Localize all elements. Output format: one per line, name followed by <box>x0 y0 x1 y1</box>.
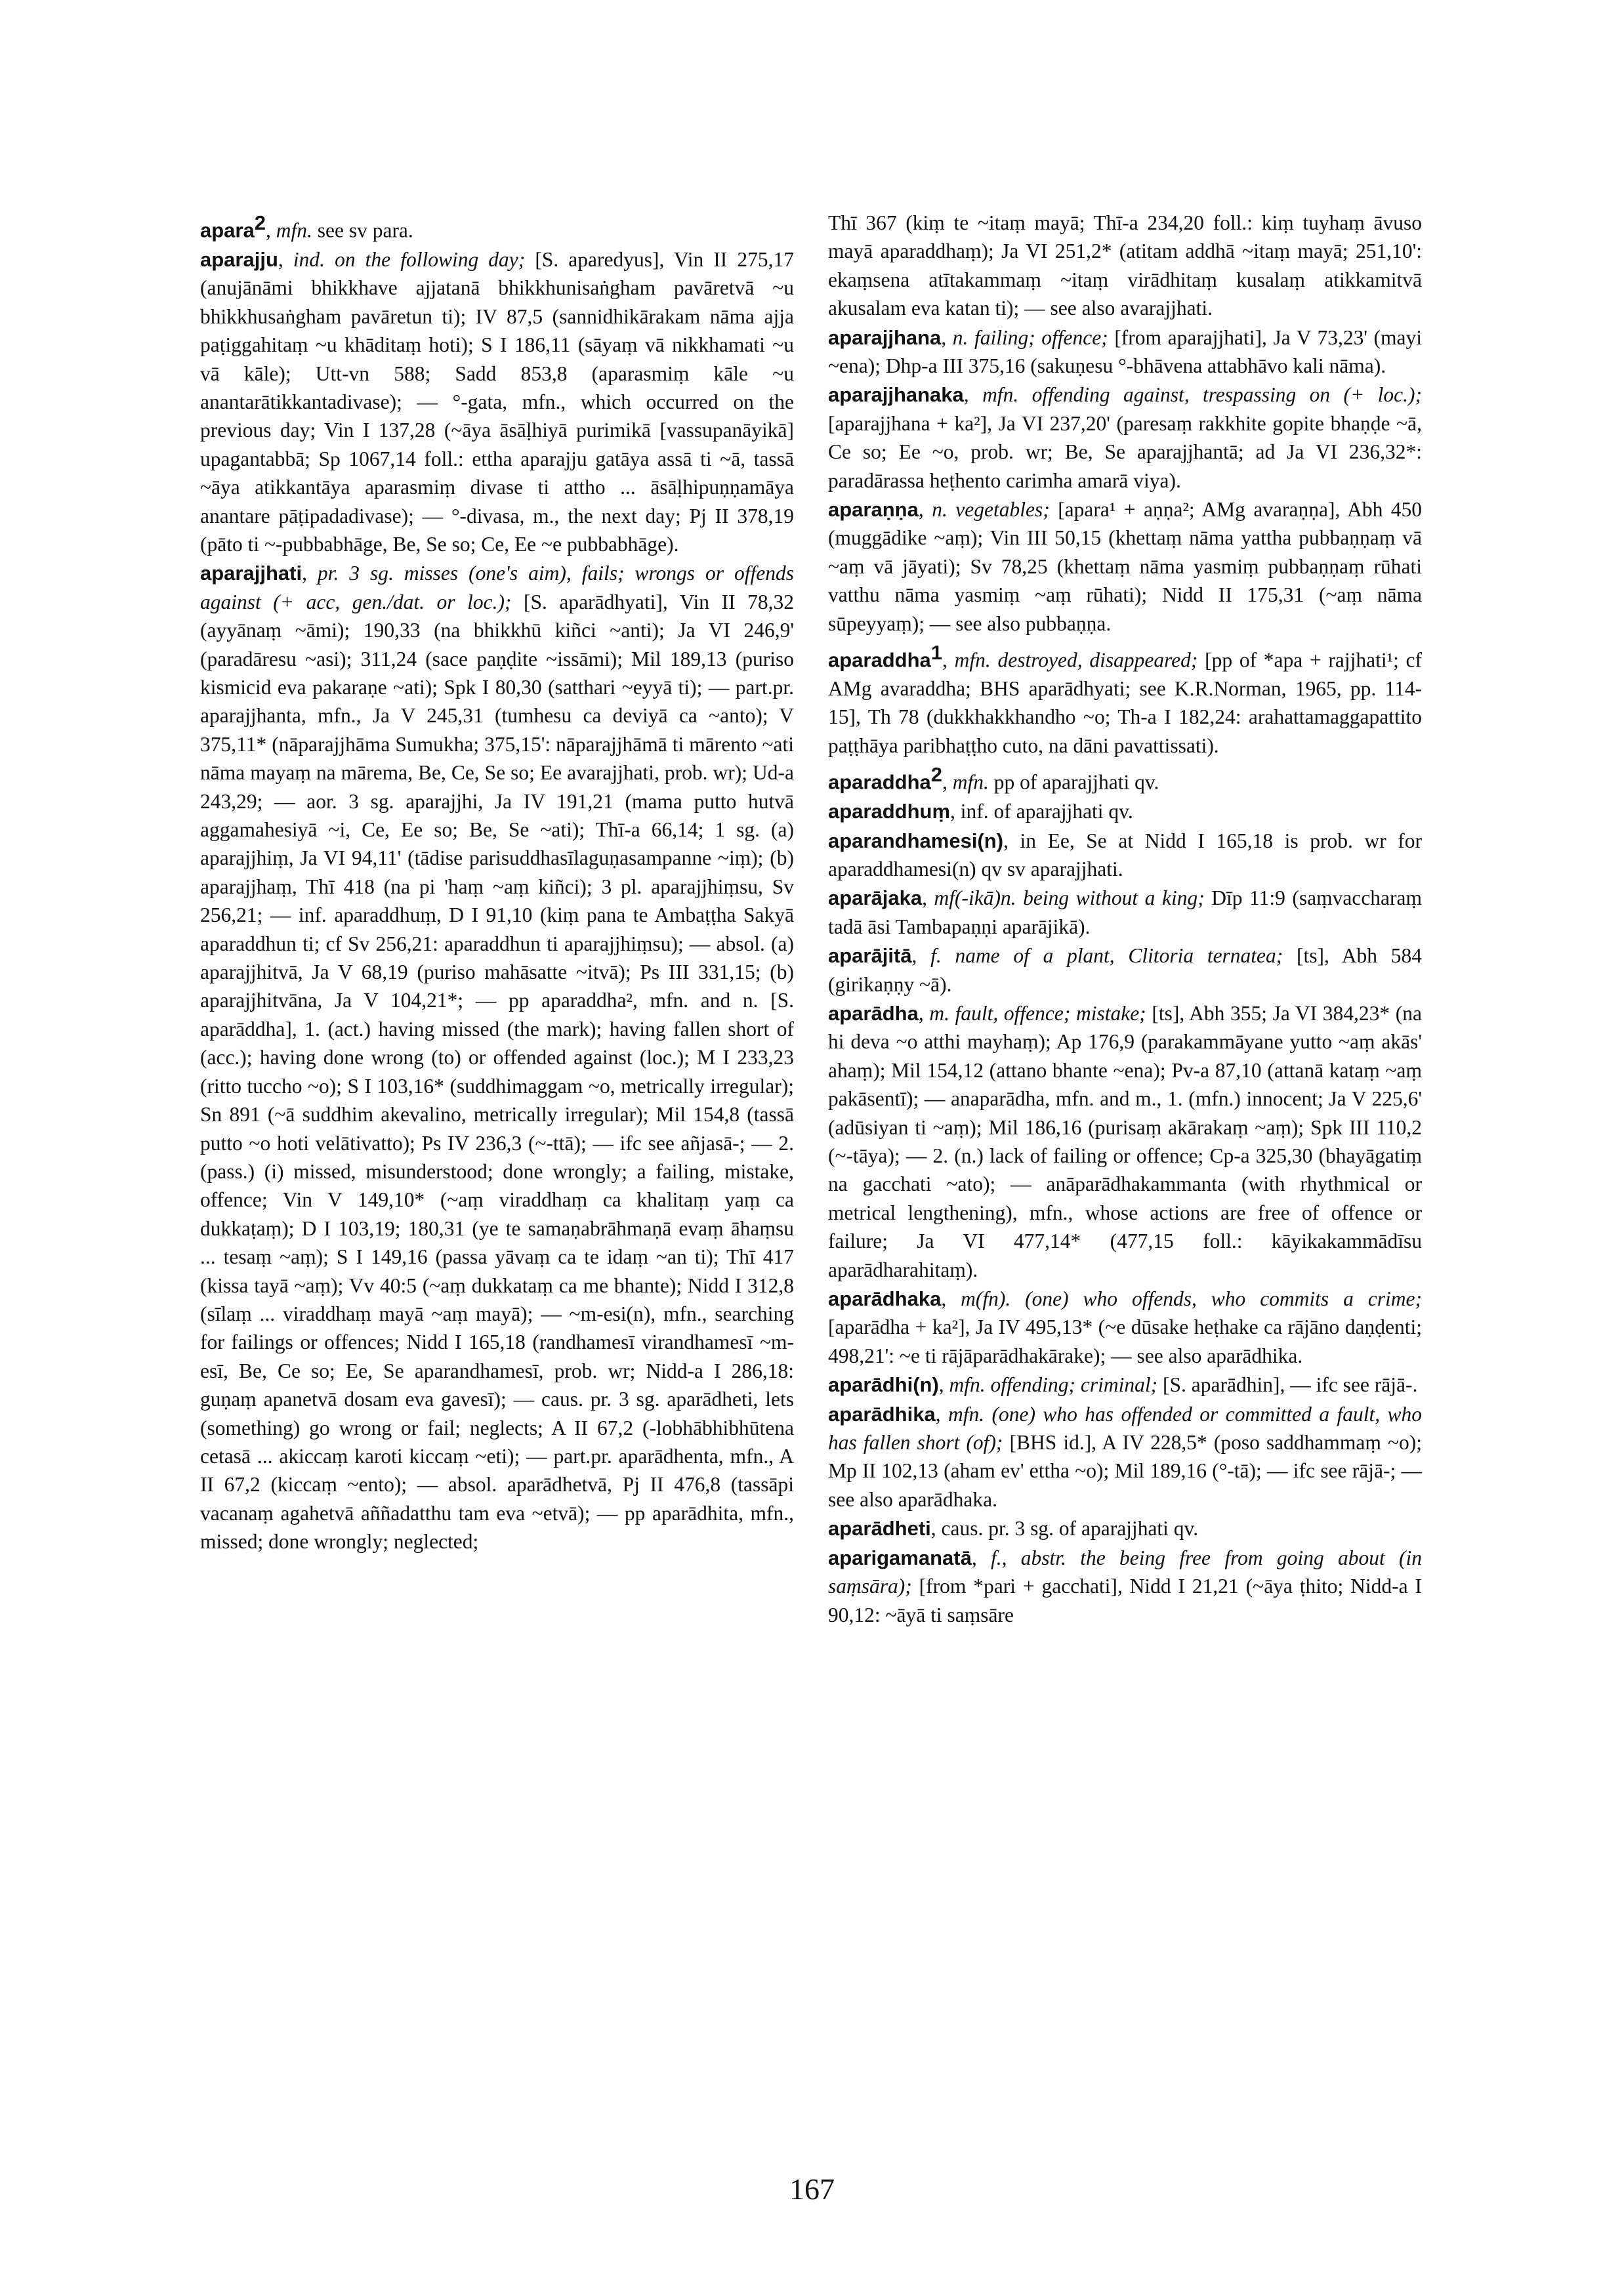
entry-definition: being without a king; <box>1023 886 1205 910</box>
entry-body: Dīp 11:9 (saṃvaccharaṃ tadā āsi Tambapaṇṇi aparājikā). <box>828 886 1423 938</box>
entry-definition: offending against, trespassing on (+ loc.); <box>1031 383 1423 407</box>
entry-body: [ts], Abh 355; Ja VI 384,23* (na hi deva ~o atthi mayhaṃ); Ap 176,9 (parakammāyane yutto ~aṃ akās' ahaṃ); Mil 154,12 (attano bhante ~ena); Pv-a 87,10 (attanā kataṃ ~aṃ pakāsentī); — anaparādha, mfn. and m., 1. (mfn.) innocent; Ja V 225,6' (adūsiyan ti ~aṃ); Mil 186,16 (purisaṃ akārakaṃ ~aṃ); Spk III 110,2 (~-tāya); — 2. (n.) lack of failing or offence; Cp-a 325,30 (bhayāgatiṃ na gacchati ~ato); — anāparādhakammanta (with rhythmical or metrical lengthening), mfn., whose actions are free of offence or failure; Ja VI 477,14* (477,15 foll.: kāyikakammādīsu aparādharahitaṃ). <box>828 1001 1423 1281</box>
entry-definition: fault, offence; mistake; <box>955 1001 1146 1025</box>
entry-headword: aparādha <box>828 1001 919 1025</box>
page-number: 167 <box>789 2172 835 2206</box>
entry-body: inf. of aparajjhati qv. <box>960 800 1133 823</box>
dictionary-entry: aparandhamesi(n), in Ee, Se at Nidd I 165,18 is prob. wr for aparaddhamesi(n) qv sv aparajjhati. <box>828 829 1423 880</box>
entry-body: in Ee, Se at Nidd I 165,18 is prob. wr for aparaddhamesi(n) qv sv aparajjhati. <box>828 829 1423 880</box>
dictionary-entry: aparajjhana, n. failing; offence; [from aparajjhati], Ja V 73,23' (mayi ~ena); Dhp-a III 375,16 (sakuṇesu °-bhāvena attabhāvo kali nāma). <box>828 325 1423 378</box>
dictionary-entry: aparajju, ind. on the following day; [S. aparedyus], Vin II 275,17 (anujānāmi bhikkhave ajjatanā bhikkhunisaṅgham pavāretvā ~u bhikkhusaṅgham pavāretun ti); IV 87,5 (sannidhikārakam nāma ajja paṭiggahitaṃ ~u khāditaṃ hoti); S I 186,11 (sāyaṃ vā nikkhamati ~u vā kāle); Utt-vn 588; Sadd 853,8 (aparasmiṃ kāle ~u anantarātikkantadivase); — °-gata, mfn., which occurred on the previous day; Vin I 137,28 (~āya āsāḷhiyā purimikā [vassupanāyikā] upagantabbā; Sp 1067,14 foll.: ettha aparajju gatāya assā ti ~ā, tassā ~āya atikkantāya aparasmiṃ divase ti attho ... āsāḷhipuṇṇamāya anantare pāṭipadadivase); — °-divasa, m., the next day; Pj II 378,19 (pāto ti ~-pubbabhāge, Be, Se so; Ce, Ee ~e pubbabhāge). <box>200 247 794 556</box>
entry-body: [apara¹ + aṇṇa²; AMg avaraṇṇa], Abh 450 (muggādike ~aṃ); Vin III 50,15 (khettaṃ nāma yattha pubbaṇṇaṃ vā ~aṃ vā jāyati); Sv 78,25 (khettaṃ nāma yasmiṃ pubbaṇṇaṃ rūhati vatthu nāma yasmiṃ ~aṃ rūhati); Nidd II 175,31 (~aṃ nāma sūpeyyaṃ); — see also pubbaṇṇa. <box>828 498 1423 635</box>
entry-body: [ts], Abh 584 (girikaṇṇy ~ā). <box>828 944 1423 996</box>
dictionary-entry: aparājitā, f. name of a plant, Clitoria ternatea; [ts], Abh 584 (girikaṇṇy ~ā). <box>828 944 1423 996</box>
entry-headword: aparājitā <box>828 944 912 968</box>
entry-headword: aparaṇṇa <box>828 498 919 522</box>
dictionary-entry: aparādha, m. fault, offence; mistake; [ts], Abh 355; Ja VI 384,23* (na hi deva ~o atthi mayhaṃ); Ap 176,9 (parakammāyane yutto ~aṃ akās' ahaṃ); Mil 154,12 (attano bhante ~ena); Pv-a 87,10 (attanā kataṃ ~aṃ pakāsentī); — anaparādha, mfn. and m., 1. (mfn.) innocent; Ja V 225,6' (adūsiyan ti ~aṃ); Mil 186,16 (purisaṃ akārakaṃ ~aṃ); Spk III 110,2 (~-tāya); — 2. (n.) lack of failing or offence; Cp-a 325,30 (bhayāgatiṃ na gacchati ~ato); — anāparādhakammanta (with rhythmical or metrical lengthening), mfn., whose actions are free of offence or failure; Ja VI 477,14* (477,15 foll.: kāyikakammādīsu aparādharahitaṃ). <box>828 1001 1423 1281</box>
dictionary-entry: aparajjhanaka, mfn. offending against, trespassing on (+ loc.); [aparajjhana + ka²], Ja VI 237,20' (paresaṃ rakkhite gopite bhaṇḍe ~ā, Ce so; Ee ~o, prob. wr; Be, Se aparajjhantā; ad Ja VI 236,32*: paradārassa heṭhento carimha amarā viya). <box>828 383 1423 492</box>
entry-definition: on the following day; <box>335 247 526 271</box>
right-column <box>828 209 1422 1629</box>
dictionary-entry: aparājaka, mf(-ikā)n. being without a king; Dīp 11:9 (saṃvaccharaṃ tadā āsi Tambapaṇṇi aparājikā). <box>828 886 1423 938</box>
entry-body: [S. aparedyus], Vin II 275,17 (anujānāmi bhikkhave ajjatanā bhikkhunisaṅgham pavāretvā ~u bhikkhusaṅgham pavāretun ti); IV 87,5 (sannidhikārakam nāma ajja paṭiggahitaṃ ~u khāditaṃ hoti); S I 186,11 (sāyaṃ vā nikkhamati ~u vā kāle); Utt-vn 588; Sadd 853,8 (aparasmiṃ kāle ~u anantarātikkantadivase); — °-gata, mfn., which occurred on the previous day; Vin I 137,28 (~āya āsāḷhiyā purimikā [vassupanāyikā] upagantabbā; Sp 1067,14 foll.: ettha aparajju gatāya assā ti ~ā, tassā ~āya atikkantāya aparasmiṃ divase ti attho ... āsāḷhipuṇṇamāya anantare pāṭipadadivase); — °-divasa, m., the next day; Pj II 378,19 (pāto ti ~-pubbabhāge, Be, Se so; Ce, Ee ~e pubbabhāge). <box>200 247 794 556</box>
left-column <box>200 209 794 1556</box>
dictionary-entry: aparādhaka, m(fn). (one) who offends, who commits a crime; [aparādha + ka²], Ja IV 495,13* (~e dūsake heṭhake ca rājāno daṇḍenti; 498,21': ~e ti rājāparādhakārake); — see also aparādhika. <box>828 1287 1422 1367</box>
dictionary-entry: aparaddha$^1$, mfn. destroyed, disappeared; [pp of *apa + rajjhati¹; cf AMg avaraddha; BHS aparādhyati; see K.R.Norman, 1965, pp. 114-15], Th 78 (dukkhakkhandho ~o; Th-a I 182,24: arahattamaggapattito paṭṭhāya paribhaṭṭho cuto, na dāni pavattissati). <box>828 641 1423 757</box>
entry-body: Thī 367 (kiṃ te ~itaṃ mayā; Thī-a 234,20 foll.: kiṃ tuyhaṃ āvuso mayā aparaddhaṃ); Ja VI 251,2* (atitam addhā ~itaṃ mayā; 251,10': ekaṃsena atītakammaṃ ~itaṃ virādhitaṃ kusalaṃ atikkamitvā akusalam eva katan ti); — see also avarajjhati. <box>828 211 1422 320</box>
part-of-speech: mf(-ikā)n. <box>934 886 1016 910</box>
part-of-speech: n. <box>932 498 947 522</box>
entry-definition: failing; offence; <box>974 325 1108 349</box>
dictionary-entry: aparaṇṇa, n. vegetables; [apara¹ + aṇṇa²; AMg avaraṇṇa], Abh 450 (muggādike ~aṃ); Vin III 50,15 (khettaṃ nāma yattha pubbaṇṇaṃ vā ~aṃ vā jāyati); Sv 78,25 (khettaṃ nāma yasmiṃ pubbaṇṇaṃ rūhati vatthu nāma yasmiṃ ~aṃ rūhati); Nidd II 175,31 (~aṃ nāma sūpeyyaṃ); — see also pubbaṇṇa. <box>828 498 1423 635</box>
dictionary-entry: aparādheti, caus. pr. 3 sg. of aparajjhati qv. <box>828 1517 1199 1540</box>
dictionary-entry: aparigamanatā, f., abstr. the being free from going about (in saṃsāra); [from *pari + gacchati], Nidd I 21,21 (~āya ṭhito; Nidd-a I 90,12: ~āyā ti saṃsāre <box>828 1546 1423 1626</box>
entry-body: [S. aparādhin], — ifc see rājā-. <box>1163 1373 1418 1397</box>
part-of-speech: mfn. <box>954 648 991 672</box>
headword-superscript: 2 <box>930 763 943 787</box>
dictionary-entry: aparaddhuṃ, inf. of aparajjhati qv. <box>828 800 1133 823</box>
part-of-speech: mfn. <box>982 383 1019 407</box>
entry-headword: aparādhi(n) <box>828 1373 939 1397</box>
part-of-speech: m. <box>929 1001 949 1025</box>
entry-body: [aparādha + ka²], Ja IV 495,13* (~e dūsake heṭhake ca rājāno daṇḍenti; 498,21': ~e ti rājāparādhakārake); — see also aparādhika. <box>828 1315 1422 1367</box>
entry-definition: (one) who has offended or committed a fault, who has fallen short (of); <box>828 1402 1423 1455</box>
part-of-speech: f., abstr. <box>990 1546 1066 1569</box>
entry-headword: aparaddhuṃ <box>828 800 951 823</box>
entry-headword: aparaddha <box>828 648 931 672</box>
headword-superscript: 1 <box>930 641 943 665</box>
dictionary-entry: aparajjhati, pr. 3 sg. misses (one's aim), fails; wrongs or offends against (+ acc, gen./dat. or loc.); [S. aparādhyati], Vin II 78,32 (ayyānaṃ ~āmi); 190,33 (na bhikkhū kiñci ~anti); Ja VI 246,9' (paradāresu ~asi); 311,24 (sace paṇḍite ~issāmi); Mil 189,13 (puriso kismicid eva pakaraṇe ~ati); Spk I 80,30 (satthari ~eyyā ti); — part.pr. aparajjhanta, mfn., Ja V 245,31 (tumhesu ca deviyā ca ~anto); V 375,11* (nāparajjhāma Sumukha; 375,15': nāparajjhāmā ti mārento ~ati nāma mayaṃ na mārema, Be, Ce, Se so; Ee avarajjhati, prob. wr); Ud-a 243,29; — aor. 3 sg. aparajjhi, Ja IV 191,21 (mama putto hutvā aggamahesiyā ~i, Ce, Ee so; Be, Se ~ati); Thī-a 66,14; 1 sg. (a) aparajjhiṃ, Ja VI 94,11' (tādise parisuddhasīlaguṇasampanne ~iṃ); (b) aparajjhaṃ, Thī 418 (na pi 'haṃ ~aṃ kiñci); 3 pl. aparajjhiṃsu, Sv 256,21; — inf. aparaddhuṃ, D I 91,10 (kiṃ pana te Ambaṭṭha Sakyā aparaddhun ti; cf Sv 256,21: aparaddhun ti aparajjhiṃsu); — absol. (a) aparajjhitvā, Ja V 68,19 (puriso mahāsatte ~itvā); Ps III 331,15; (b) aparajjhitvāna, Ja V 104,21*; — pp aparaddha², mfn. and n. [S. aparāddha], 1. (act.) having missed (the mark); having fallen short of (acc.); having done wrong (to) or offended against (loc.); M I 233,23 (ritto tuccho ~o); S I 103,16* (suddhimaggam ~o, metrically irregular); Sn 891 (~ā suddhim akevalino, metrically irregular); Mil 154,8 (tassā putto ~o hoti velātivatto); Ps IV 236,3 (~-ttā); — ifc see añjasā-; — 2. (pass.) (i) missed, misunderstood; done wrongly; a failing, mistake, offence; Vin V 149,10* (~aṃ viraddhaṃ ca khalitaṃ yaṃ ca dukkaṭaṃ); D I 103,19; 180,31 (ye te samaṇabrāhmaṇā evaṃ āhaṃsu ... tesaṃ ~aṃ); S I 149,16 (passa yāvaṃ ca te idaṃ ~an ti); Thī 417 (kissa tayā ~aṃ); Vv 40:5 (~aṃ dukkataṃ ca me bhante); Nidd I 312,8 (sīlaṃ ... viraddhaṃ mayā ~aṃ mayā); — ~m-esi(n), mfn., searching for failings or offences; Nidd I 165,18 (randhamesī virandhamesī ~m-esī, Be, Ce so; Ee, Se aparandhamesī, prob. wr; Nidd-a I 286,18: guṇaṃ apanetvā dosam eva gavesī); — caus. pr. 3 sg. aparādheti, lets (something) go wrong or fail; neglects; A II 67,2 (-lobhābhibhūtena cetasā ... akiccaṃ karoti kiccaṃ ~eti); — part.pr. aparādhenta, mfn., A II 67,2 (kiccaṃ ~ento); — absol. aparādhetvā, Pj II 476,8 (tassāpi vacanaṃ agahetvā aññadatthu tam eva ~etvā); — pp aparādhita, mfn., missed; done wrongly; neglected; <box>200 562 795 1554</box>
part-of-speech: f. <box>930 944 942 968</box>
part-of-speech: ind. <box>293 247 325 271</box>
entry-definition: vegetables; <box>955 498 1050 522</box>
dictionary-entry: aparādhi(n), mfn. offending; criminal; [S. aparādhin], — ifc see rājā-. <box>828 1373 1418 1397</box>
part-of-speech: mfn. <box>947 1402 985 1426</box>
entry-headword: aparajjhana <box>828 325 942 349</box>
entry-body: [from *pari + gacchati], Nidd I 21,21 (~āya ṭhito; Nidd-a I 90,12: ~āyā ti saṃsāre <box>828 1575 1423 1626</box>
part-of-speech: mfn. <box>276 218 312 242</box>
entry-body: [aparajjhana + ka²], Ja VI 237,20' (paresaṃ rakkhite gopite bhaṇḍe ~ā, Ce so; Ee ~o, prob. wr; Be, Se aparajjhantā; ad Ja VI 236,32*: paradārassa heṭhento carimha amarā viya). <box>828 411 1422 492</box>
entry-headword: aparajjhati <box>200 562 302 585</box>
entry-definition: the being free from going about (in saṃsāra); <box>828 1546 1422 1598</box>
entry-body: pp of aparajjhati qv. <box>993 770 1159 794</box>
entry-headword: aparādhaka <box>828 1287 942 1311</box>
entry-headword: aparaddha <box>828 770 931 794</box>
entry-headword: aparigamanatā <box>828 1546 972 1569</box>
entry-headword: apara <box>200 218 255 242</box>
part-of-speech: mfn. <box>949 1373 986 1397</box>
headword-superscript: 2 <box>254 211 266 234</box>
dictionary-entry: apara$^2$, mfn. see sv para. <box>200 211 413 242</box>
entry-definition: offending; criminal; <box>990 1373 1158 1397</box>
entry-headword: aparājaka <box>828 886 923 910</box>
entry-headword: aparajju <box>200 247 278 271</box>
part-of-speech: mfn. <box>952 770 989 794</box>
dictionary-entry: aparādhika, mfn. (one) who has offended or committed a fault, who has fallen short (of); [BHS id.], A IV 228,5* (poso saddhammaṃ ~o); Mp II 102,13 (aham ev' ettha ~o); Mil 189,16 (°-tā); — ifc see rājā-; — see also aparādhaka. <box>828 1402 1423 1511</box>
entry-headword: aparandhamesi(n) <box>828 829 1004 852</box>
entry-headword: aparajjhanaka <box>828 383 964 407</box>
part-of-speech: m(fn). <box>961 1287 1011 1311</box>
entry-headword: aparādhika <box>828 1402 936 1426</box>
entry-headword: aparādheti <box>828 1517 931 1540</box>
entry-body: see sv para. <box>317 218 413 242</box>
entry-body: [BHS id.], A IV 228,5* (poso saddhammaṃ ~o); Mp II 102,13 (aham ev' ettha ~o); Mil 189,16 (°-tā); — ifc see rājā-; — see also aparādhaka. <box>828 1431 1422 1511</box>
dictionary-entry <box>828 209 1422 323</box>
part-of-speech: pr. 3 sg. <box>317 562 394 585</box>
dictionary-entry: aparaddha$^2$, mfn. pp of aparajjhati qv. <box>828 763 1159 794</box>
entry-body: [pp of *apa + rajjhati¹; cf AMg avaraddha; BHS aparādhyati; see K.R.Norman, 1965, pp. 114-15], Th 78 (dukkhakkhandho ~o; Th-a I 182,24: arahattamaggapattito paṭṭhāya paribhaṭṭho cuto, na dāni pavattissati). <box>828 648 1423 757</box>
entry-body: [S. aparādhyati], Vin II 78,32 (ayyānaṃ ~āmi); 190,33 (na bhikkhū kiñci ~anti); Ja VI 246,9' (paradāresu ~asi); 311,24 (sace paṇḍite ~issāmi); Mil 189,13 (puriso kismicid eva pakaraṇe ~ati); Spk I 80,30 (satthari ~eyyā ti); — part.pr. aparajjhanta, mfn., Ja V 245,31 (tumhesu ca deviyā ca ~anto); V 375,11* (nāparajjhāma Sumukha; 375,15': nāparajjhāmā ti mārento ~ati nāma mayaṃ na mārema, Be, Ce, Se so; Ee avarajjhati, prob. wr); Ud-a 243,29; — aor. 3 sg. aparajjhi, Ja IV 191,21 (mama putto hutvā aggamahesiyā ~i, Ce, Ee so; Be, Se ~ati); Thī-a 66,14; 1 sg. (a) aparajjhiṃ, Ja VI 94,11' (tādise parisuddhasīlaguṇasampanne ~iṃ); (b) aparajjhaṃ, Thī 418 (na pi 'haṃ ~aṃ kiñci); 3 pl. aparajjhiṃsu, Sv 256,21; — inf. aparaddhuṃ, D I 91,10 (kiṃ pana te Ambaṭṭha Sakyā aparaddhun ti; cf Sv 256,21: aparaddhun ti aparajjhiṃsu); — absol. (a) aparajjhitvā, Ja V 68,19 (puriso mahāsatte ~itvā); Ps III 331,15; (b) aparajjhitvāna, Ja V 104,21*; — pp aparaddha², mfn. and n. [S. aparāddha], 1. (act.) having missed (the mark); having fallen short of (acc.); having done wrong (to) or offended against (loc.); M I 233,23 (ritto tuccho ~o); S I 103,16* (suddhimaggam ~o, metrically irregular); Sn 891 (~ā suddhim akevalino, metrically irregular); Mil 154,8 (tassā putto ~o hoti velātivatto); Ps IV 236,3 (~-ttā); — ifc see añjasā-; — 2. (pass.) (i) missed, misunderstood; done wrongly; a failing, mistake, offence; Vin V 149,10* (~aṃ viraddhaṃ ca khalitaṃ yaṃ ca dukkaṭaṃ); D I 103,19; 180,31 (ye te samaṇabrāhmaṇā evaṃ āhaṃsu ... tesaṃ ~aṃ); S I 149,16 (passa yāvaṃ ca te idaṃ ~an ti); Thī 417 (kissa tayā ~aṃ); Vv 40:5 (~aṃ dukkataṃ ca me bhante); Nidd I 312,8 (sīlaṃ ... viraddhaṃ mayā ~aṃ mayā); — ~m-esi(n), mfn., searching for failings or offences; Nidd I 165,18 (randhamesī virandhamesī ~m-esī, Be, Ce so; Ee, Se aparandhamesī, prob. wr; Nidd-a I 286,18: guṇaṃ apanetvā dosam eva gavesī); — caus. pr. 3 sg. aparādheti, lets (something) go wrong or fail; neglects; A II 67,2 (-lobhābhibhūtena cetasā ... akiccaṃ karoti kiccaṃ ~eti); — part.pr. aparādhenta, mfn., A II 67,2 (kiccaṃ ~ento); — absol. aparādhetvā, Pj II 476,8 (tassāpi vacanaṃ agahetvā aññadatthu tam eva ~etvā); — pp aparādhita, mfn., missed; done wrongly; neglected; <box>200 590 795 1554</box>
entry-definition: name of a plant, Clitoria ternatea; <box>955 944 1283 968</box>
entry-definition: misses (one's aim), fails; wrongs or offends against (+ acc, gen./dat. or loc.); <box>200 562 795 613</box>
entry-definition: destroyed, disappeared; <box>997 648 1198 672</box>
entry-body: [from aparajjhati], Ja V 73,23' (mayi ~ena); Dhp-a III 375,16 (sakuṇesu °-bhāvena attabhāvo kali nāma). <box>828 325 1423 378</box>
entry-definition: (one) who offends, who commits a crime; <box>1025 1287 1422 1311</box>
entry-body: caus. pr. 3 sg. of aparajjhati qv. <box>941 1517 1199 1540</box>
part-of-speech: n. <box>952 325 968 349</box>
